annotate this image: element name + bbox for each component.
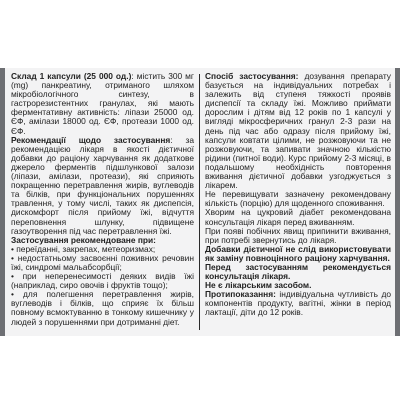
- usage-list: [11, 245, 194, 327]
- composition-heading: Склад 1 капсули (25 000 од.): [11, 71, 132, 81]
- usage-heading: Застосування рекомендоване при:: [11, 234, 156, 245]
- consult-doctor-text: Перед застосуванням рекомендується консультація лікаря.: [205, 261, 391, 282]
- contraindications-paragraph: [205, 290, 391, 317]
- not-medicine-text: Не є лікарським засобом.: [205, 280, 312, 291]
- method-text: дозування препарату базується на індивідуальних потребах і залежить від ступеня тяжкості проявів диспепсії та складу їжі. Можливо приймати дорослим і дітям від 12 років по 1 капсулі у вигляді мікросферичних гранул 2-3 рази на день під час або одразу після прийому їжі, капсули ковтати цілими, не розжовуючи та не розжовуючи, та запивати значною кількістю рідини (питної води). Курс прийому 2-3 місяці, в подальшому необхідність повторення вживання дієтичної добавки узгоджується з лікарем.: [205, 71, 391, 191]
- consult-doctor-note: [205, 263, 391, 281]
- usage-item: • при неперенесимості деяких видів їжі (наприклад, сиро овочів і фруктів тощо);: [11, 271, 194, 291]
- method-paragraph: [205, 72, 391, 190]
- left-edge-strip: [0, 68, 5, 336]
- recommendations-paragraph: [11, 136, 194, 236]
- contraindications-text: індивідуальна чутливість до компонентів продукту, вагітні, жінки в період лактації, діти до 12 років.: [205, 289, 391, 318]
- left-column: [11, 72, 194, 327]
- recommendations-heading: Рекомендації щодо застосування: [11, 134, 171, 145]
- usage-item: • недостатньому засвоєнні поживних речовин їжі, синдромі мальабсорбції;: [11, 252, 194, 272]
- leaflet-panel: [0, 68, 400, 336]
- composition-text: : містить 300 мг (mg) панкреатину, отриманого шляхом мікробіологічного синтезу, в гастрорезистентних гранулах, які мають ферментативну активність: ліпази 25000 од. ЄФ, амілази 18000 од. ЄФ, протеази 1000 од. ЄФ.: [11, 71, 194, 136]
- composition-paragraph: [11, 72, 194, 136]
- usage-item: • для полегшення перетравлення жирів, вуглеводів і білків, що сприяє їх більш повному всмоктуванню в тонкому кишечнику у людей з порушеннями при дотриманні діет.: [11, 289, 194, 327]
- recommendations-text: : за рекомендацією лікаря в якості дієтичної добавки до раціону харчування як додаткове джерело ферментів підшлункової залози (ліпази, амілази, протеази), які сприяють покращенню перетравлення жирів, вуглеводів та білків, при функціональних порушеннях травлення, у тому числі, таких як диспепсія, дискомфорт після прийому їжі, відчуття переповнення шлунку, підвищене газоутворення під час перетравлення їжі.: [11, 134, 195, 236]
- dose-warning: Не перевищувати зазначену рекомендовану кількість (порцію) для щоденного споживання.: [205, 189, 391, 209]
- side-effects-note: При появі побічних явищ припинити вживання, при потребі звернутись до лікаря.: [205, 225, 391, 245]
- not-substitute-text: Добавки дієтичної не слід використовувати як заміну повноцінного раціону харчування.: [205, 243, 391, 263]
- usage-item: • переїданні, закрепах, метеоризмах;: [11, 243, 156, 254]
- not-substitute-note: [205, 245, 391, 263]
- right-edge-strip: [395, 68, 400, 336]
- contraindications-heading: Протипоказання:: [205, 289, 276, 300]
- method-heading: Спосіб застосування:: [205, 71, 299, 81]
- column-divider: [199, 74, 200, 330]
- right-column: [205, 72, 391, 318]
- diabetes-note: Хворим на цукровий діабет рекомендована консультація лікаря перед вживанням.: [205, 207, 391, 227]
